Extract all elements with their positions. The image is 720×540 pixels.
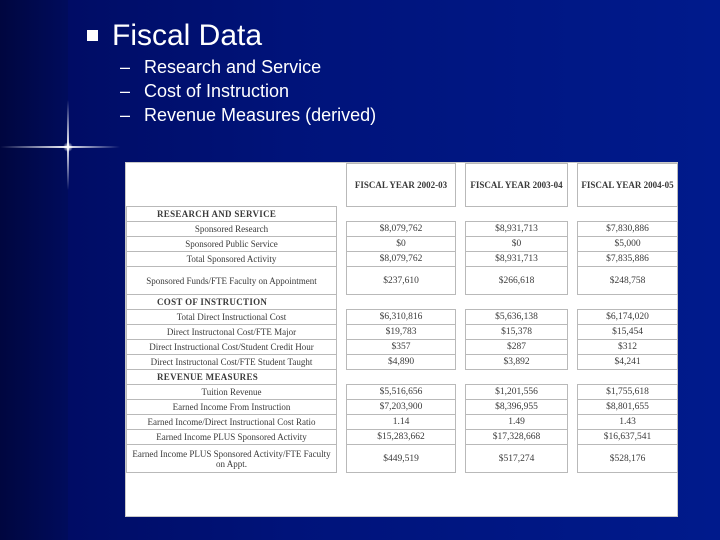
row-label: Direct Instructonal Cost/FTE Major bbox=[127, 325, 337, 340]
row-label: Direct Instructional Cost/Student Credit Hour bbox=[127, 340, 337, 355]
row-value: 1.14 bbox=[347, 415, 456, 430]
row-value: $357 bbox=[347, 340, 456, 355]
table-row bbox=[127, 267, 678, 295]
row-value: $517,274 bbox=[466, 445, 568, 473]
fiscal-data-table-panel bbox=[125, 162, 678, 517]
row-label: Total Sponsored Activity bbox=[127, 252, 337, 267]
row-label: Earned Income PLUS Sponsored Activity bbox=[127, 430, 337, 445]
year-header: FISCAL YEAR 2003-04 bbox=[466, 164, 568, 207]
row-label: Sponsored Funds/FTE Faculty on Appointment bbox=[127, 267, 337, 295]
section-title: RESEARCH AND SERVICE bbox=[127, 207, 337, 222]
row-label: Direct Instructonal Cost/FTE Student Taught bbox=[127, 355, 337, 370]
row-value: $5,516,656 bbox=[347, 385, 456, 400]
row-label: Sponsored Research bbox=[127, 222, 337, 237]
table-row bbox=[127, 355, 678, 370]
sub-bullet-list bbox=[120, 55, 376, 127]
sub-bullet bbox=[120, 103, 376, 127]
table-row bbox=[127, 325, 678, 340]
row-value: $312 bbox=[578, 340, 678, 355]
row-label: Sponsored Public Service bbox=[127, 237, 337, 252]
dash-bullet: – bbox=[120, 81, 131, 101]
row-value: $8,396,955 bbox=[466, 400, 568, 415]
header-row bbox=[127, 164, 678, 207]
left-band-decoration bbox=[0, 0, 68, 540]
sub-bullet bbox=[120, 79, 376, 103]
row-value: $0 bbox=[347, 237, 456, 252]
slide-title: Fiscal Data bbox=[112, 19, 263, 52]
dash-bullet: – bbox=[120, 105, 131, 125]
row-value: $8,079,762 bbox=[347, 252, 456, 267]
row-value: $19,783 bbox=[347, 325, 456, 340]
row-value: $8,079,762 bbox=[347, 222, 456, 237]
row-value: $8,801,655 bbox=[578, 400, 678, 415]
section-title: REVENUE MEASURES bbox=[127, 370, 337, 385]
row-value: $237,610 bbox=[347, 267, 456, 295]
row-value: $15,378 bbox=[466, 325, 568, 340]
sparkle-decoration bbox=[63, 142, 73, 152]
row-value: $5,000 bbox=[578, 237, 678, 252]
table-row bbox=[127, 445, 678, 473]
row-value: $7,203,900 bbox=[347, 400, 456, 415]
table-row bbox=[127, 222, 678, 237]
table-row bbox=[127, 310, 678, 325]
table-row bbox=[127, 237, 678, 252]
dash-bullet: – bbox=[120, 57, 131, 77]
row-value: $6,310,816 bbox=[347, 310, 456, 325]
row-value: $4,241 bbox=[578, 355, 678, 370]
sub-bullet bbox=[120, 55, 376, 79]
table-row bbox=[127, 430, 678, 445]
row-value: $15,454 bbox=[578, 325, 678, 340]
row-value: $7,830,886 bbox=[578, 222, 678, 237]
row-value: $8,931,713 bbox=[466, 252, 568, 267]
row-value: $7,835,886 bbox=[578, 252, 678, 267]
row-value: $15,283,662 bbox=[347, 430, 456, 445]
year-header: FISCAL YEAR 2002-03 bbox=[347, 164, 456, 207]
sparkle-decoration bbox=[0, 146, 120, 148]
header-blank bbox=[127, 164, 337, 207]
section-row bbox=[127, 370, 678, 385]
row-value: $8,931,713 bbox=[466, 222, 568, 237]
row-label: Total Direct Instructional Cost bbox=[127, 310, 337, 325]
row-value: $528,176 bbox=[578, 445, 678, 473]
row-value: 1.49 bbox=[466, 415, 568, 430]
row-value: $3,892 bbox=[466, 355, 568, 370]
section-title: COST OF INSTRUCTION bbox=[127, 295, 337, 310]
row-value: 1.43 bbox=[578, 415, 678, 430]
row-value: $266,618 bbox=[466, 267, 568, 295]
table-row bbox=[127, 252, 678, 267]
section-row bbox=[127, 207, 678, 222]
row-value: $5,636,138 bbox=[466, 310, 568, 325]
row-value: $449,519 bbox=[347, 445, 456, 473]
section-row bbox=[127, 295, 678, 310]
row-value: $1,755,618 bbox=[578, 385, 678, 400]
table-row bbox=[127, 400, 678, 415]
table-row bbox=[127, 385, 678, 400]
row-value: $16,637,541 bbox=[578, 430, 678, 445]
sub-bullet-text: Cost of Instruction bbox=[144, 81, 290, 101]
row-label: Earned Income PLUS Sponsored Activity/FTE Faculty on Appt. bbox=[127, 445, 337, 473]
sub-bullet-text: Research and Service bbox=[144, 57, 322, 77]
row-value: $6,174,020 bbox=[578, 310, 678, 325]
row-label: Earned Income/Direct Instructional Cost Ratio bbox=[127, 415, 337, 430]
row-value: $1,201,556 bbox=[466, 385, 568, 400]
fiscal-data-table bbox=[126, 163, 678, 473]
sub-bullet-text: Revenue Measures (derived) bbox=[144, 105, 377, 125]
row-value: $248,758 bbox=[578, 267, 678, 295]
row-label: Earned Income From Instruction bbox=[127, 400, 337, 415]
square-bullet-icon bbox=[87, 30, 98, 41]
row-value: $17,328,668 bbox=[466, 430, 568, 445]
year-header: FISCAL YEAR 2004-05 bbox=[578, 164, 678, 207]
row-value: $4,890 bbox=[347, 355, 456, 370]
table-row bbox=[127, 340, 678, 355]
row-value: $0 bbox=[466, 237, 568, 252]
row-label: Tuition Revenue bbox=[127, 385, 337, 400]
row-value: $287 bbox=[466, 340, 568, 355]
table-row bbox=[127, 415, 678, 430]
